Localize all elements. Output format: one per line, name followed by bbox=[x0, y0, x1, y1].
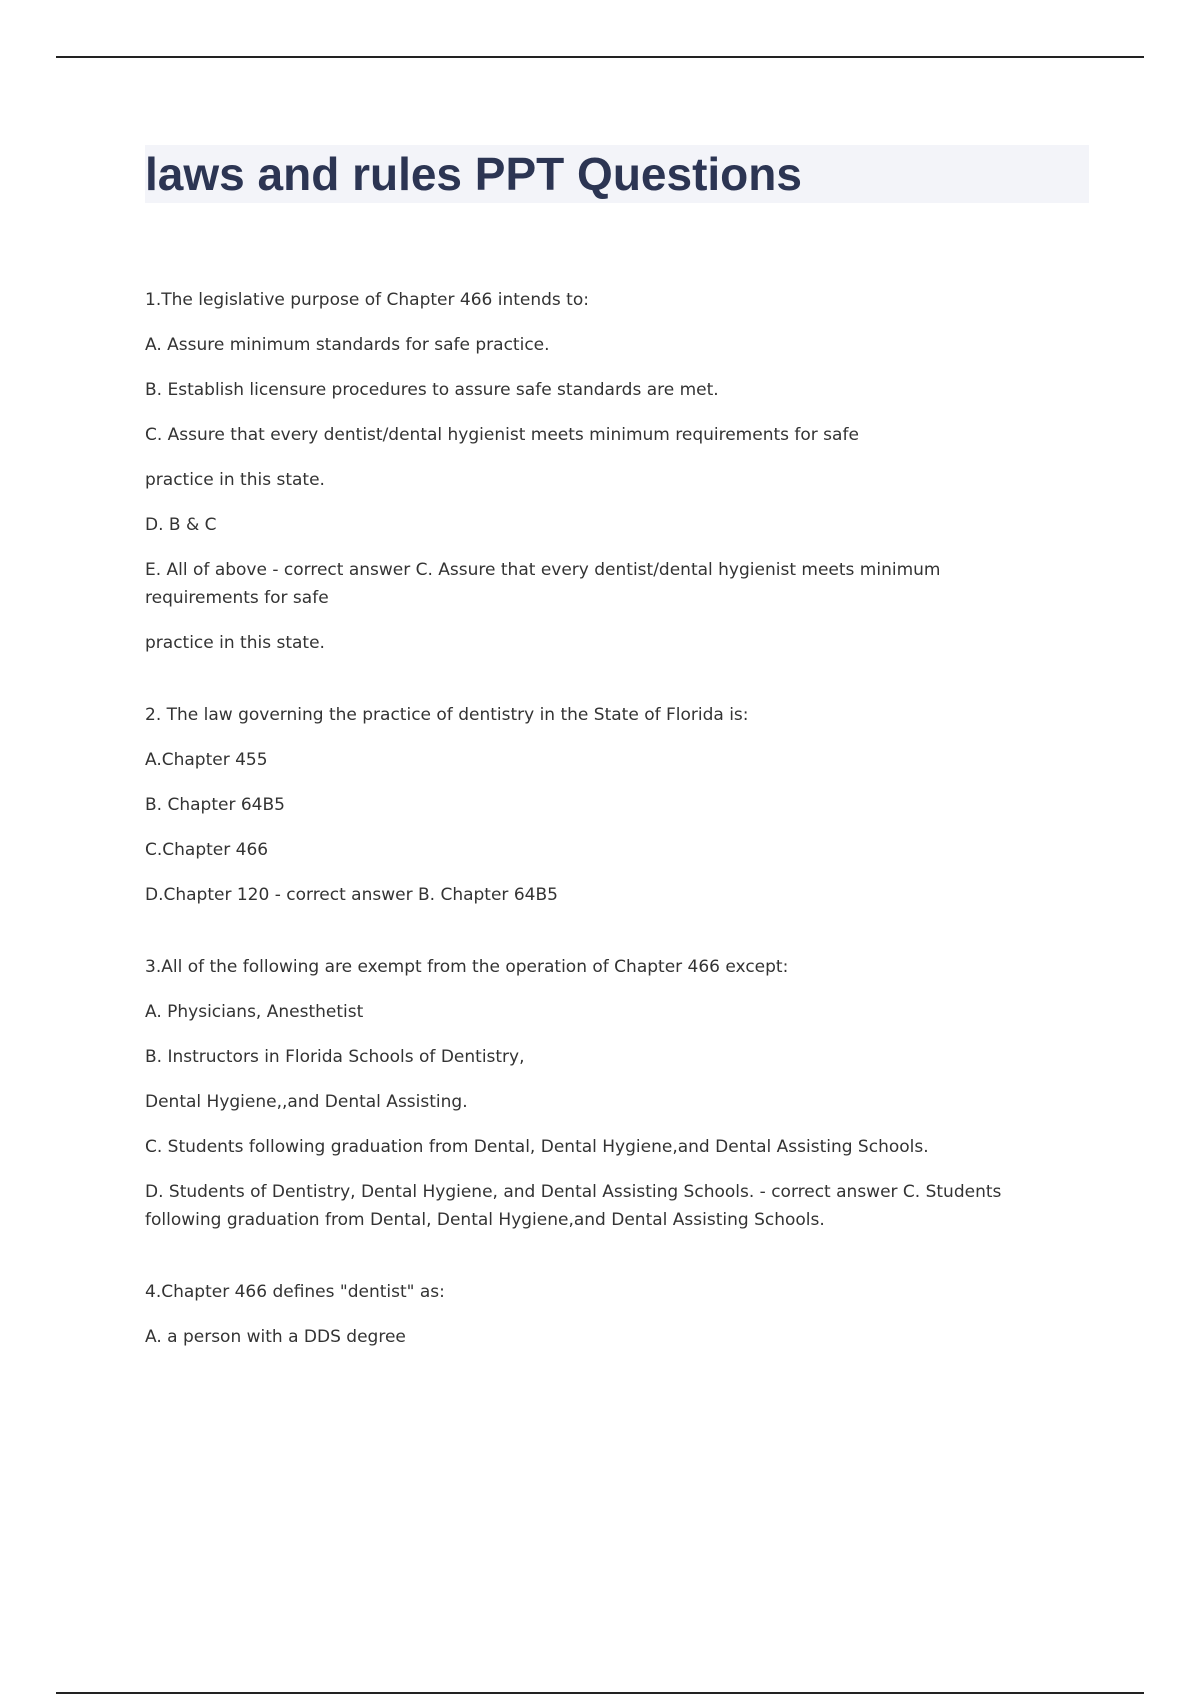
question-1-answer-continued: practice in this state. bbox=[145, 633, 325, 653]
question-list bbox=[145, 286, 1045, 1368]
question-1-option-a: A. Assure minimum standards for safe practice. bbox=[145, 335, 550, 355]
question-3-option-b: B. Instructors in Florida Schools of Dentistry, bbox=[145, 1047, 525, 1067]
question-3-option-a: A. Physicians, Anesthetist bbox=[145, 1002, 364, 1022]
question-2-option-d-answer: D.Chapter 120 - correct answer B. Chapter 64B5 bbox=[145, 885, 558, 905]
question-1-option-b: B. Establish licensure procedures to assure safe standards are met. bbox=[145, 380, 719, 400]
question-4-stem: 4.Chapter 466 defines "dentist" as: bbox=[145, 1282, 445, 1302]
question-3-option-d-answer: D. Students of Dentistry, Dental Hygiene, and Dental Assisting Schools. - correct answer C. Students following graduation from Dental, Dental Hygiene,and Dental Assisting Schools. bbox=[145, 1182, 1002, 1230]
question-3-option-c: C. Students following graduation from Dental, Dental Hygiene,and Dental Assisting Schools. bbox=[145, 1137, 929, 1157]
question-1-stem: 1.The legislative purpose of Chapter 466 intends to: bbox=[145, 290, 589, 310]
question-3-stem: 3.All of the following are exempt from the operation of Chapter 466 except: bbox=[145, 957, 789, 977]
question-2-option-c: C.Chapter 466 bbox=[145, 840, 269, 860]
header-rule bbox=[56, 56, 1144, 58]
page-title: laws and rules PPT Questions bbox=[145, 148, 802, 200]
question-4-option-a: A. a person with a DDS degree bbox=[145, 1327, 406, 1347]
question-1-option-e-answer: E. All of above - correct answer C. Assure that every dentist/dental hygienist meets minimum requirements for safe bbox=[145, 560, 941, 608]
question-1-option-c: C. Assure that every dentist/dental hygienist meets minimum requirements for safe bbox=[145, 425, 859, 445]
question-3-option-b-continued: Dental Hygiene,,and Dental Assisting. bbox=[145, 1092, 468, 1112]
question-2-option-b: B. Chapter 64B5 bbox=[145, 795, 285, 815]
question-1-option-c-continued: practice in this state. bbox=[145, 470, 325, 490]
question-1-option-d: D. B & C bbox=[145, 515, 217, 535]
question-2-stem: 2. The law governing the practice of dentistry in the State of Florida is: bbox=[145, 705, 749, 725]
question-2-option-a: A.Chapter 455 bbox=[145, 750, 268, 770]
footer-rule bbox=[56, 1692, 1144, 1694]
